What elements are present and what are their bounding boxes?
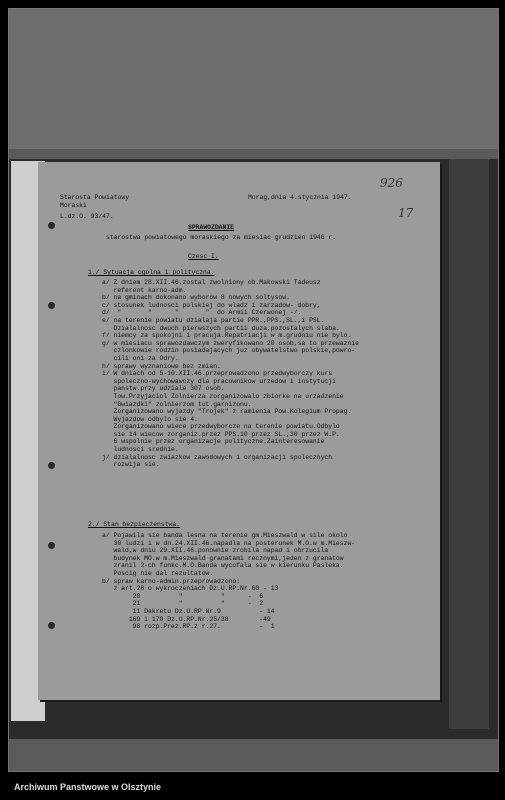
report-line: d/ " " " " do Armii Czerwonej -/. xyxy=(102,309,302,317)
office-line-2: Moraski xyxy=(60,202,87,209)
scan-background xyxy=(9,9,498,149)
report-line: 30 ludzi i w dn.24.XII.46.napadla na posterunek M.O.w m.Mieszw- xyxy=(102,539,356,547)
archive-footer: Archiwum Panstwowe w Olsztynie xyxy=(14,782,162,792)
report-line: "Gwiazdki" zolnierzom tut.garnizonu. xyxy=(102,400,252,408)
report-line: wald,w dniu 29.XII.46.ponownie zrobila napad i obrzucila xyxy=(102,547,329,555)
report-line: 11 Dekretu Dz.U.RP.Nr.9 - 14 xyxy=(102,607,275,615)
report-line: b/ spraw karno-admin.przeprowadzono: xyxy=(102,577,241,585)
report-line: budynek MO.w m.Mieszwald granatami recznymi,jeden z granatow xyxy=(102,554,344,562)
report-line: panstw.przy udziale 307 osob. xyxy=(102,385,225,393)
report-line: j/ dzialalnosc zwiazkow zawodowych i organizacji spolecznych xyxy=(102,453,333,461)
report-line: Zorganizowano wyjazdy "Trojek" z ramienia Pow.Kolegium Propag. xyxy=(102,408,352,416)
report-line: czlonkowie rodzin posiadajacych juz obywatelstwo polskie,powro- xyxy=(102,347,356,355)
report-line: rozwija sie. xyxy=(102,461,160,469)
underlying-sheets xyxy=(449,159,489,729)
section-1-body xyxy=(102,279,359,469)
report-line: h/ sprawy wyznaniowe bez zmian. xyxy=(102,362,221,370)
section-1-heading: 1./ Sytuacja ogolna i polityczna. xyxy=(88,269,215,276)
report-line: Zorganizowano wiece przedwyborcze na terenie powiatu.Odbylo xyxy=(102,423,340,431)
handwritten-page-number: 17 xyxy=(398,206,414,220)
report-line: Dzialalnosc dwuch pierwszych partii duza,pozostalych slaba. xyxy=(102,324,340,332)
report-line: spoleczno-wychowawczy dla pracownikow urzedow i instytucji xyxy=(102,377,336,385)
report-line: e/ na terenie powiatu dzialaja partie PPR.,PPS.,SL.,i PSL. xyxy=(102,316,325,324)
report-line: 20 " " - 6 xyxy=(102,592,264,600)
document-title: SPRAWOZDANIE xyxy=(188,224,235,231)
document-subtitle: starostwa powiatowego moraskiego za miesiac grudzien 1946 r. xyxy=(106,234,337,241)
document-page xyxy=(38,162,440,700)
handwritten-folio: 926 xyxy=(380,176,403,190)
report-line: sie 14 wiecow zorganiz.przez PPS.10 przez SL.,30 przez W.P. xyxy=(102,430,340,438)
report-line: g/ w miesiacu sprawozdawczym zweryfikowano 20 osob,sa to przewaznie xyxy=(102,339,359,347)
report-line: 6 wspolnie przez organizacje polityczne.Zainteresowanie xyxy=(102,438,325,446)
report-line: b/ na gminach dokonano wyborow 8 nowych soltysow. xyxy=(102,294,290,302)
section-2-body xyxy=(102,532,355,631)
report-line: referent karno-adm. xyxy=(102,286,187,294)
report-line: z art.28 o wykroczeniach Dz.U.RP.Nr.60 - 13 xyxy=(102,585,279,593)
report-line: a/ Pojawila sie banda lesna na terenie gm.Mieszwald w sile okolo xyxy=(102,532,348,539)
report-line: 98 rozp.Prez.RP.z r.27. - 1 xyxy=(102,623,275,631)
section-2-heading: 2./ Stan bezpieczenstwa. xyxy=(88,521,181,528)
report-line: Wyjazdow odbylo sie 4. xyxy=(102,415,198,423)
report-line: i/ W dniach od 5-10.XII.46.przeprowadzono przedwyborczy kurs xyxy=(102,370,333,378)
report-line: 169 i 170 Dz.U.RP.Nr.25/38 -49 xyxy=(102,615,271,623)
part-heading: Czesc I. xyxy=(188,253,219,260)
report-line: f/ niemcy za spokojni i pracuja.Repatriacji w m.grudniu nie bylo. xyxy=(102,332,352,340)
report-line: ludnosci srednie. xyxy=(102,446,179,454)
office-line-1: Starosta Powiatowy xyxy=(60,194,130,201)
report-line: Poscig nie dal rezultatow. xyxy=(102,569,214,577)
place-date: Morag,dnia 4.stycznia 1947. xyxy=(248,194,352,201)
report-line: zranil 2-ch funkc.M.O.Banda wycofala sie w kierunku Pasleka. xyxy=(102,562,344,570)
report-line: c/ stosunek ludnosci polskiej do wladz i zarzadow- dobry, xyxy=(102,301,321,309)
report-line: a/ Z dniem 28.XII.46.zostal zwolniony ob.Makowski Tadeusz xyxy=(102,279,321,286)
report-line: Tow.Przyjaciol Zolnierza zorganizowalo zbiorke na urzadzenie xyxy=(102,392,344,400)
report-line: cili oni za Odry. xyxy=(102,354,179,362)
report-line: 21 " " - 2 xyxy=(102,600,264,608)
reference-number: L.dz.O. 93/47. xyxy=(60,213,114,220)
